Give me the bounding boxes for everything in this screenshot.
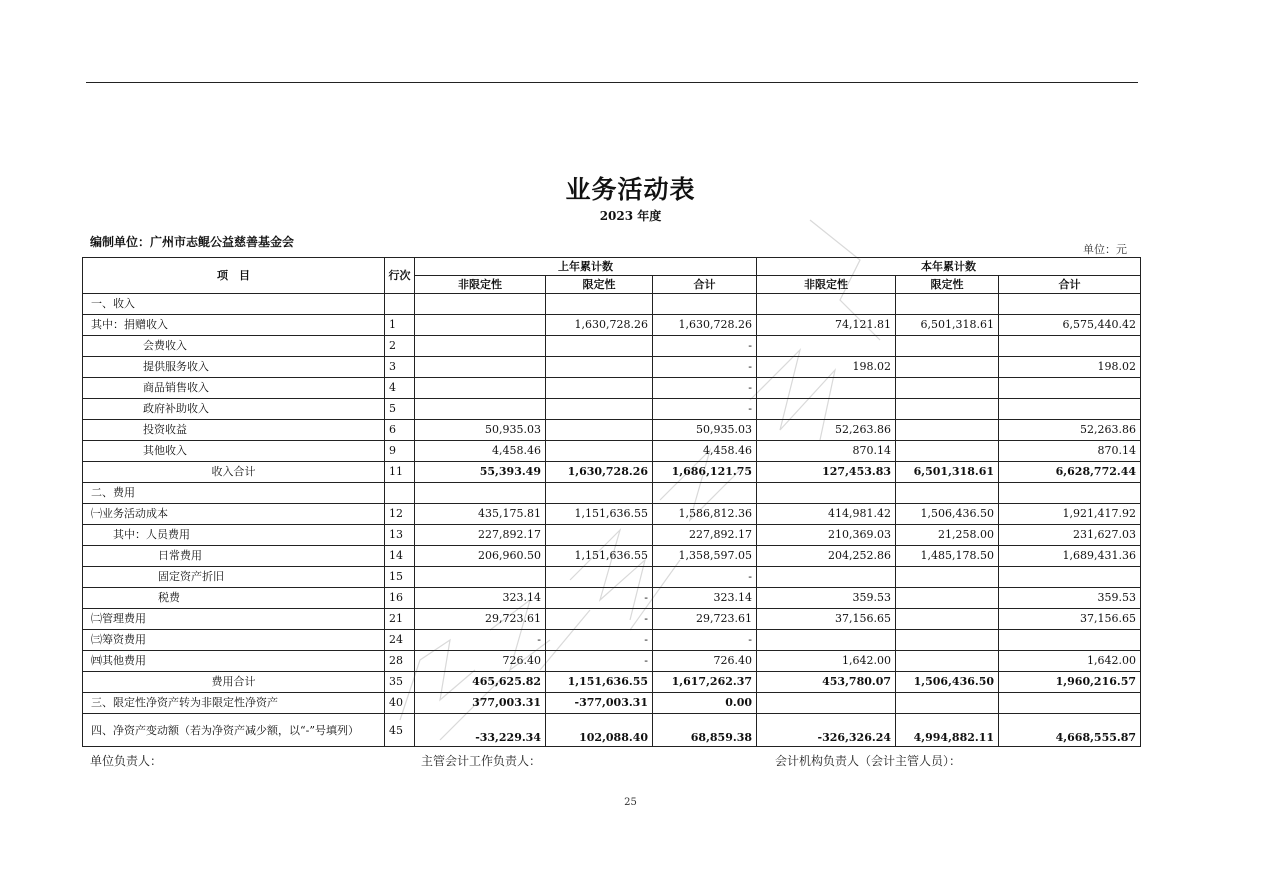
prev-unrestricted-cell: 227,892.17 — [415, 525, 546, 546]
curr-restricted-cell: 1,506,436.50 — [896, 504, 999, 525]
curr-unrestricted-cell: 198.02 — [757, 357, 896, 378]
table-row — [83, 357, 1141, 378]
prev-unrestricted-cell: 323.14 — [415, 588, 546, 609]
prev-total-cell — [653, 294, 757, 315]
row-line-no — [385, 483, 415, 504]
row-line-no: 1 — [385, 315, 415, 336]
curr-total-cell: 1,642.00 — [999, 651, 1141, 672]
prev-total-cell: 29,723.61 — [653, 609, 757, 630]
prev-total-cell: 726.40 — [653, 651, 757, 672]
row-line-no: 11 — [385, 462, 415, 483]
header-curr-unrestricted: 非限定性 — [757, 276, 896, 294]
row-item: 商品销售收入 — [83, 378, 385, 399]
row-line-no: 2 — [385, 336, 415, 357]
prev-total-cell: 1,686,121.75 — [653, 462, 757, 483]
prev-restricted-cell: - — [546, 588, 653, 609]
prev-total-cell: 50,935.03 — [653, 420, 757, 441]
header-curr-restricted: 限定性 — [896, 276, 999, 294]
curr-restricted-cell — [896, 630, 999, 651]
header-curr-year: 本年累计数 — [757, 258, 1141, 276]
prev-restricted-cell: - — [546, 651, 653, 672]
prev-unrestricted-cell — [415, 357, 546, 378]
curr-unrestricted-cell: 453,780.07 — [757, 672, 896, 693]
row-item: 提供服务收入 — [83, 357, 385, 378]
table-row — [83, 336, 1141, 357]
prev-total-cell: 68,859.38 — [653, 714, 757, 747]
curr-restricted-cell: 21,258.00 — [896, 525, 999, 546]
row-line-no: 21 — [385, 609, 415, 630]
prev-total-cell: - — [653, 357, 757, 378]
accounting-head-signature: 主管会计工作负责人： — [421, 754, 542, 768]
row-line-no: 4 — [385, 378, 415, 399]
prev-total-cell: - — [653, 336, 757, 357]
curr-unrestricted-cell: 210,369.03 — [757, 525, 896, 546]
row-line-no: 9 — [385, 441, 415, 462]
table-row — [83, 399, 1141, 420]
table-row — [83, 567, 1141, 588]
curr-restricted-cell — [896, 357, 999, 378]
row-item: 税费 — [83, 588, 385, 609]
header-prev-total: 合计 — [653, 276, 757, 294]
curr-unrestricted-cell — [757, 336, 896, 357]
table-row — [83, 609, 1141, 630]
prev-unrestricted-cell: - — [415, 630, 546, 651]
row-item: 收入合计 — [83, 462, 385, 483]
curr-unrestricted-cell — [757, 483, 896, 504]
curr-total-cell: 37,156.65 — [999, 609, 1141, 630]
table-row — [83, 714, 1141, 747]
header-prev-year: 上年累计数 — [415, 258, 757, 276]
curr-total-cell — [999, 294, 1141, 315]
prev-unrestricted-cell — [415, 336, 546, 357]
table-row — [83, 588, 1141, 609]
curr-restricted-cell — [896, 609, 999, 630]
header-prev-unrestricted: 非限定性 — [415, 276, 546, 294]
prev-restricted-cell: 1,630,728.26 — [546, 315, 653, 336]
prev-restricted-cell: - — [546, 630, 653, 651]
row-item: 二、费用 — [83, 483, 385, 504]
row-line-no: 35 — [385, 672, 415, 693]
prev-unrestricted-cell: 4,458.46 — [415, 441, 546, 462]
curr-restricted-cell — [896, 693, 999, 714]
prev-total-cell: - — [653, 567, 757, 588]
prev-unrestricted-cell: 377,003.31 — [415, 693, 546, 714]
fiscal-year: 2023 年度 — [599, 209, 662, 223]
row-line-no: 14 — [385, 546, 415, 567]
curr-unrestricted-cell — [757, 294, 896, 315]
row-line-no: 45 — [385, 714, 415, 747]
curr-restricted-cell — [896, 588, 999, 609]
prev-total-cell: - — [653, 378, 757, 399]
row-item: 其中：人员费用 — [83, 525, 385, 546]
table-row — [83, 483, 1141, 504]
prev-total-cell: 323.14 — [653, 588, 757, 609]
curr-restricted-cell: 4,994,882.11 — [896, 714, 999, 747]
curr-unrestricted-cell: 37,156.65 — [757, 609, 896, 630]
prev-unrestricted-cell — [415, 378, 546, 399]
prev-unrestricted-cell: 29,723.61 — [415, 609, 546, 630]
curr-total-cell: 4,668,555.87 — [999, 714, 1141, 747]
row-item: 一、收入 — [83, 294, 385, 315]
curr-total-cell: 1,921,417.92 — [999, 504, 1141, 525]
row-line-no: 13 — [385, 525, 415, 546]
prev-total-cell: 0.00 — [653, 693, 757, 714]
prev-unrestricted-cell: 55,393.49 — [415, 462, 546, 483]
table-row — [83, 462, 1141, 483]
curr-unrestricted-cell: 127,453.83 — [757, 462, 896, 483]
row-item: 四、净资产变动额（若为净资产减少额，以“-”号填列） — [83, 714, 385, 747]
prev-restricted-cell — [546, 525, 653, 546]
row-item: 费用合计 — [83, 672, 385, 693]
curr-total-cell: 1,960,216.57 — [999, 672, 1141, 693]
prev-unrestricted-cell — [415, 315, 546, 336]
row-item: ㈡管理费用 — [83, 609, 385, 630]
prev-total-cell: 1,358,597.05 — [653, 546, 757, 567]
row-line-no: 12 — [385, 504, 415, 525]
prev-total-cell: 1,617,262.37 — [653, 672, 757, 693]
curr-restricted-cell — [896, 651, 999, 672]
curr-unrestricted-cell: -326,326.24 — [757, 714, 896, 747]
prev-total-cell: - — [653, 399, 757, 420]
prev-unrestricted-cell: 206,960.50 — [415, 546, 546, 567]
prev-restricted-cell — [546, 399, 653, 420]
row-item: 政府补助收入 — [83, 399, 385, 420]
curr-restricted-cell — [896, 483, 999, 504]
row-line-no: 16 — [385, 588, 415, 609]
curr-restricted-cell: 1,485,178.50 — [896, 546, 999, 567]
prev-restricted-cell — [546, 336, 653, 357]
curr-restricted-cell — [896, 336, 999, 357]
unit-label: 单位：元 — [1083, 243, 1127, 256]
prev-unrestricted-cell — [415, 399, 546, 420]
row-item: 固定资产折旧 — [83, 567, 385, 588]
curr-unrestricted-cell — [757, 378, 896, 399]
row-line-no: 6 — [385, 420, 415, 441]
top-rule — [86, 82, 1138, 83]
prev-total-cell: 1,586,812.36 — [653, 504, 757, 525]
curr-total-cell — [999, 399, 1141, 420]
prev-restricted-cell: -377,003.31 — [546, 693, 653, 714]
row-item: 会费收入 — [83, 336, 385, 357]
row-line-no: 40 — [385, 693, 415, 714]
prev-restricted-cell: 1,151,636.55 — [546, 546, 653, 567]
header-prev-restricted: 限定性 — [546, 276, 653, 294]
header-line-no: 行次 — [385, 258, 415, 294]
prev-unrestricted-cell: 465,625.82 — [415, 672, 546, 693]
row-item: 其他收入 — [83, 441, 385, 462]
table-row — [83, 651, 1141, 672]
unit-head-signature: 单位负责人： — [90, 754, 163, 768]
table-row — [83, 630, 1141, 651]
prev-restricted-cell: 1,630,728.26 — [546, 462, 653, 483]
row-item: 三、限定性净资产转为非限定性净资产 — [83, 693, 385, 714]
row-line-no: 15 — [385, 567, 415, 588]
curr-total-cell: 231,627.03 — [999, 525, 1141, 546]
prev-unrestricted-cell: 435,175.81 — [415, 504, 546, 525]
table-row — [83, 315, 1141, 336]
curr-unrestricted-cell: 1,642.00 — [757, 651, 896, 672]
prev-restricted-cell — [546, 294, 653, 315]
curr-unrestricted-cell: 74,121.81 — [757, 315, 896, 336]
prev-total-cell — [653, 483, 757, 504]
row-item: ㈢筹资费用 — [83, 630, 385, 651]
curr-unrestricted-cell: 204,252.86 — [757, 546, 896, 567]
prev-unrestricted-cell: -33,229.34 — [415, 714, 546, 747]
curr-unrestricted-cell: 414,981.42 — [757, 504, 896, 525]
curr-unrestricted-cell — [757, 693, 896, 714]
prev-restricted-cell: 1,151,636.55 — [546, 504, 653, 525]
curr-total-cell — [999, 630, 1141, 651]
curr-restricted-cell — [896, 378, 999, 399]
curr-total-cell: 359.53 — [999, 588, 1141, 609]
curr-total-cell: 52,263.86 — [999, 420, 1141, 441]
curr-restricted-cell: 1,506,436.50 — [896, 672, 999, 693]
prev-total-cell: 227,892.17 — [653, 525, 757, 546]
row-item: ㈣其他费用 — [83, 651, 385, 672]
curr-restricted-cell — [896, 399, 999, 420]
curr-restricted-cell — [896, 294, 999, 315]
curr-restricted-cell — [896, 420, 999, 441]
prev-unrestricted-cell — [415, 567, 546, 588]
prev-unrestricted-cell — [415, 483, 546, 504]
curr-unrestricted-cell: 359.53 — [757, 588, 896, 609]
curr-total-cell — [999, 378, 1141, 399]
curr-total-cell — [999, 567, 1141, 588]
row-item: ㈠业务活动成本 — [83, 504, 385, 525]
table-row — [83, 420, 1141, 441]
prev-total-cell: 4,458.46 — [653, 441, 757, 462]
prev-restricted-cell: 1,151,636.55 — [546, 672, 653, 693]
prev-restricted-cell — [546, 420, 653, 441]
row-line-no: 3 — [385, 357, 415, 378]
prev-restricted-cell — [546, 441, 653, 462]
curr-unrestricted-cell — [757, 399, 896, 420]
row-line-no: 5 — [385, 399, 415, 420]
curr-restricted-cell: 6,501,318.61 — [896, 462, 999, 483]
header-curr-total: 合计 — [999, 276, 1141, 294]
prev-restricted-cell — [546, 567, 653, 588]
table-row — [83, 378, 1141, 399]
table-row — [83, 441, 1141, 462]
prev-restricted-cell — [546, 378, 653, 399]
prev-unrestricted-cell: 726.40 — [415, 651, 546, 672]
table-row — [83, 525, 1141, 546]
prev-restricted-cell: 102,088.40 — [546, 714, 653, 747]
curr-unrestricted-cell: 870.14 — [757, 441, 896, 462]
table-row — [83, 546, 1141, 567]
curr-total-cell: 6,628,772.44 — [999, 462, 1141, 483]
curr-total-cell: 870.14 — [999, 441, 1141, 462]
row-line-no: 24 — [385, 630, 415, 651]
curr-total-cell — [999, 483, 1141, 504]
curr-total-cell: 1,689,431.36 — [999, 546, 1141, 567]
curr-total-cell: 198.02 — [999, 357, 1141, 378]
row-line-no: 28 — [385, 651, 415, 672]
curr-restricted-cell: 6,501,318.61 — [896, 315, 999, 336]
table-row — [83, 294, 1141, 315]
activity-table — [82, 257, 1141, 747]
curr-total-cell — [999, 336, 1141, 357]
page-title: 业务活动表 — [565, 175, 696, 204]
header-item: 项 目 — [83, 258, 385, 294]
prev-unrestricted-cell — [415, 294, 546, 315]
curr-restricted-cell — [896, 441, 999, 462]
org-label: 编制单位：广州市志鲲公益慈善基金会 — [90, 235, 295, 249]
curr-unrestricted-cell: 52,263.86 — [757, 420, 896, 441]
curr-restricted-cell — [896, 567, 999, 588]
prev-total-cell: 1,630,728.26 — [653, 315, 757, 336]
row-item: 日常费用 — [83, 546, 385, 567]
prev-unrestricted-cell: 50,935.03 — [415, 420, 546, 441]
prev-restricted-cell: - — [546, 609, 653, 630]
agency-head-signature: 会计机构负责人（会计主管人员）： — [775, 754, 962, 768]
prev-restricted-cell — [546, 357, 653, 378]
table-body — [83, 294, 1141, 747]
table-row — [83, 693, 1141, 714]
row-item: 投资收益 — [83, 420, 385, 441]
prev-restricted-cell — [546, 483, 653, 504]
curr-total-cell — [999, 693, 1141, 714]
prev-total-cell: - — [653, 630, 757, 651]
row-line-no — [385, 294, 415, 315]
curr-unrestricted-cell — [757, 567, 896, 588]
table-row — [83, 504, 1141, 525]
curr-unrestricted-cell — [757, 630, 896, 651]
page-number: 25 — [624, 797, 637, 808]
table-row — [83, 672, 1141, 693]
row-item: 其中：捐赠收入 — [83, 315, 385, 336]
curr-total-cell: 6,575,440.42 — [999, 315, 1141, 336]
